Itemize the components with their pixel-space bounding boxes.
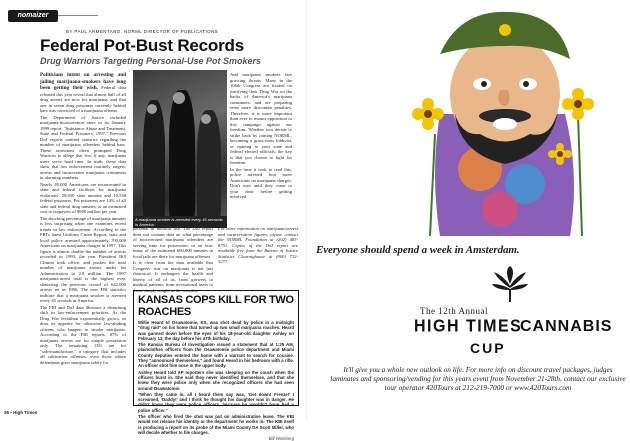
kansas-sidebar: [133, 290, 299, 441]
section-tag: nomaizer: [8, 10, 58, 22]
left-pupil: [481, 81, 487, 87]
page-divider: [306, 0, 307, 420]
photo-highlight: [173, 92, 185, 104]
paragraph: Willie Heard of Osawatomie, KS, was shot dead by police in a midnight "drug raid" on his home that turned up two small marijuana roaches. Heard was gunned down before the eyes of his 18-year-old daughter Ashley on February 13, the day before his 47th birthday.: [138, 320, 294, 341]
article-column-3a: [133, 226, 213, 293]
photo-figure: [169, 90, 195, 220]
flower-stem: [430, 134, 435, 236]
sidebar-signature: -Bill Weinberg: [267, 436, 294, 441]
ad-footer-text: It'll give you a whole new outlook on life. For more info on discount travel packages, judges laminates and sponsoring/vending for this years event from November 21-28th, contact our exclusive tour operator 420Tours at 212-219-7000 or www.420Tours.com: [330, 365, 626, 392]
smile: [493, 118, 517, 130]
lead-sentence: Politicians intent on arresting and jailing marijuana-smokers have long been getting their wish.: [40, 72, 126, 91]
paragraph: In the time it took to read this, police arrested four more Americans on marijuana charges. Don't wait until they come to your door before getting involved.: [230, 166, 292, 199]
cartoon-illustration: [400, 4, 600, 236]
beret-badge: [499, 24, 511, 36]
cup-line-4: CUP: [470, 340, 506, 356]
paragraph: The Department of Justice included marijuana-incarceration rates in its January 1999 report: "Substance Abuse and Treatment, State and Federal Prisoners, 1997." Previous DoJ reports omitted statistics regarding the number of marijuana offenders behind bars. These omissions often prompted Drug Warriors to allege that few, if any, marijuana users serve hard time. In truth, these data show that law enforcement routinely targets, arrests and incarcerates marijuana consumers in alarming numbers.: [40, 114, 126, 180]
photo-highlight: [201, 114, 211, 124]
paragraph: Federal data released this year reveal that almost half of all drug arrests are now for marijuana, and that one in seven drug prisoners currently behind bars was convicted of a marijuana offense.: [40, 85, 126, 113]
article-column-2: [230, 72, 292, 212]
sidebar-body: [138, 320, 294, 435]
paragraph: For more information on marijuana-arrest and incarceration figures, please contact the NORML Foundation at (202) 483-8751. Copies of the DoJ report are available free from the Bureau of Justice Statistics Clearinghouse at (800) 732-3277.: [218, 226, 298, 264]
paragraph: Ashley Heard told AP reporters she was sleeping on the couch when the officers burst in. She said they never identified themselves, and that she knew they were police only when she recognized officers she had seen around Osawatomie.: [138, 369, 294, 391]
flower-stem: [578, 114, 582, 236]
paragraph: The FBI and DoJ data illustrate a disturbing shift in law-enforcement priorities. As the Drug War leviathan exponentially grows, so does its appetite for otherwise law-abiding citizens who happen to smoke marijuana. According to the FBI reports, 87% of marijuana arrests are for simple possession only. The remaining 13% are for "sale/manufacture," a category that includes all cultivation offenses, even those where defendants grew marijuana solely for: [40, 304, 126, 365]
byline: BY PAUL ARMENTANO, NORML DIRECTOR OF PUBLICATIONS: [66, 29, 219, 34]
protest-photo: [133, 70, 227, 220]
article-subhead: Drug Warriors Targeting Personal-Use Pot Smokers: [40, 56, 262, 66]
cup-line-2: HIGH TIMES: [414, 317, 523, 336]
paragraph: "When they came in, all I heard them say was, 'Get down! Freeze!' I screamed, 'Daddy!' and I think he thought his daughter was in danger. He didn't know they were police officers, because he wouldn't have had a police officer.": [138, 391, 294, 413]
paragraph: The Kansas Bureau of Investigation issued a statement that at 1:25 AM, plainclothes officers from the Osawatomie police department and Miami County deputies entered the home with a warrant to search for cocaine. They "announced themselves," and found Heard in his bedroom with a rifle. An officer shot him once in the upper body.: [138, 342, 294, 369]
cup-line-1: The 12th Annual: [420, 306, 488, 316]
tiedye-swirl: [482, 191, 518, 227]
paragraph: The shocking percentage of marijuana inmates is less surprising when one examines recent trends in law enforcement. According to the FBI's latest Uniform Crime Report, state and local police arrested approximately 700,000 Americans on marijuana charges in 1997. This figure is almost double the number of arrests recorded in 1993, the year President Bill Clinton took office, and pushes the total number of marijuana arrests under his Administration to 2.8 million. The 1997 marijuana-arrest total is the highest ever, shattering the previous record of 642,000 arrests set in 1996. The new FBI statistics indicate that a marijuana smoker is arrested every 45 seconds in America.: [40, 215, 126, 303]
sidebar-headline: KANSAS COPS KILL FOR TWO ROACHES: [138, 294, 294, 318]
article-headline: Federal Pot-Bust Records: [40, 36, 244, 55]
photo-highlight: [147, 104, 157, 114]
page-footer: 36 • High Times: [4, 410, 38, 415]
ad-tagline: Everyone should spend a week in Amsterdam.: [316, 244, 520, 256]
cup-line-3: CANNABIS: [520, 318, 613, 335]
paragraph: personal or medical use. The DoJ report does not contain data on what percentage of incarcerated marijuana offenders are serving time for possession, or on how many of the estimated 600,000 inmates in local jails are there for marijuana offenses.: [133, 226, 213, 259]
article-column-1: [40, 72, 126, 410]
flower-right-icon: [562, 88, 594, 120]
paragraph: Nearly 40,000 Americans are incarcerated in state and federal facilities for marijuana violations: 28,650 state inmates and 10,538 federal prisoners. Pot prisoners are 14% of all state and federal drug inmates, at an estimated cost to taxpayers of $900 million per year.: [40, 181, 126, 214]
paragraph: The officer who fired the shot was put on administrative leave. The KBI would not release his identity or the department he works in. The KBI itself is producing a report on its probe of the Miami County DA Scott Miller, who will decide whether to file charges.: [138, 414, 294, 435]
photo-figure: [143, 100, 165, 220]
paragraph: It is clear from the data available that Congress' war on marijuana is not just rhetorical. It endangers the health and liberty of all of us, from growers to medical patients, from recreational users to those simply caught in the crossfire.: [133, 260, 213, 293]
paragraph: And marijuana smokers fare growing threats. Many in the 106th Congress are fixated on justifying their Drug War on the backs of America's marijuana consumers, and are preparing even more draconian penalties. Therefore, it is more important than ever to mount opposition to this campaign against our freedom. Whether you decide to strike back by joining NORML, becoming a grass-roots lobbyist, or opining to your state and federal elected officials, the key is that you choose to fight for freedom.: [230, 72, 292, 165]
article-column-3b: [218, 226, 298, 284]
cannabis-leaf-icon: [490, 264, 530, 304]
photo-figure: [197, 110, 221, 220]
tag-rule: [58, 15, 98, 16]
right-pupil: [523, 81, 529, 87]
photo-caption: A marijuana smoker is arrested every 45 seconds in America.: [133, 216, 227, 228]
